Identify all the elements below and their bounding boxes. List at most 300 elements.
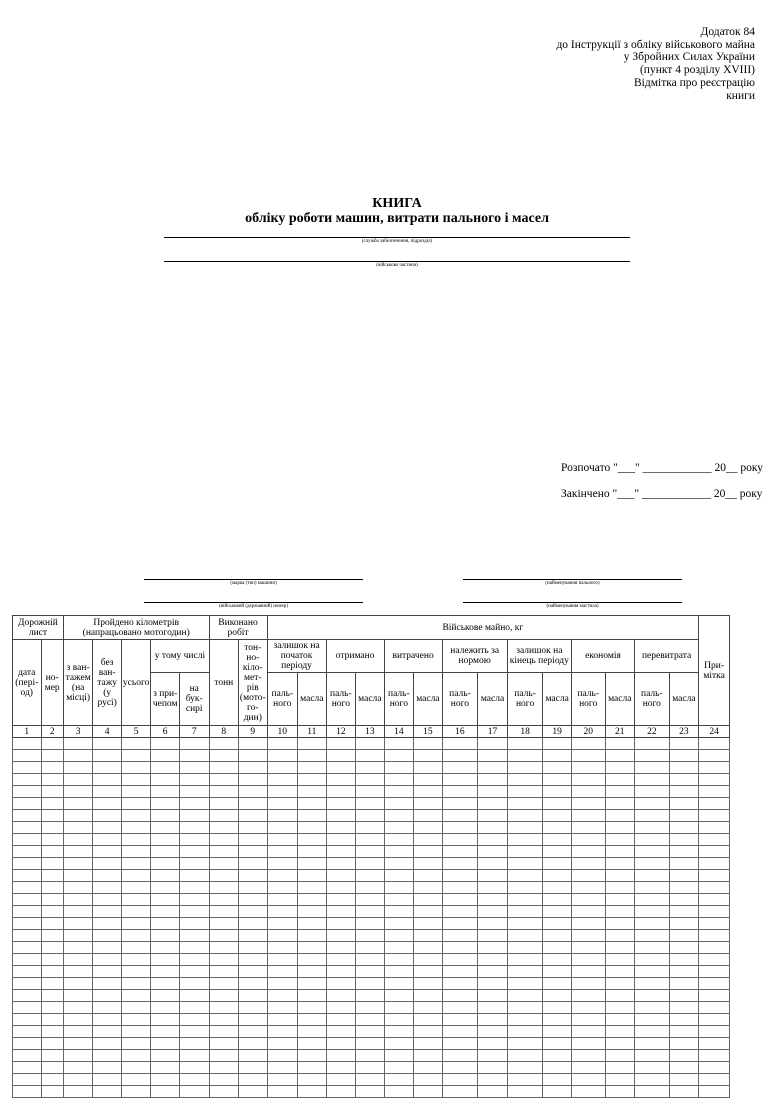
table-cell [63,1002,93,1014]
table-cell [179,738,209,750]
table-cell [478,1074,508,1086]
table-cell [121,906,151,918]
table-cell [356,822,385,834]
table-cell [414,990,443,1002]
table-cell [151,750,180,762]
table-cell [151,1038,180,1050]
oil-subheader: масла [356,673,385,726]
table-cell [326,834,356,846]
table-cell [93,1074,122,1086]
waybill-number-header: но-мер [41,640,63,726]
table-cell [13,1026,42,1038]
oil-caption: (найменування мастила) [546,604,599,609]
table-cell [605,930,635,942]
table-cell [384,774,414,786]
table-cell [151,882,180,894]
table-cell [699,798,730,810]
table-cell [13,870,42,882]
table-cell [121,846,151,858]
column-number-row [13,726,730,738]
table-cell [121,786,151,798]
table-cell [179,1086,209,1098]
table-cell [699,870,730,882]
table-cell [63,834,93,846]
unit-line [164,261,630,262]
tons-header: тонн [209,640,239,726]
table-cell [239,1086,268,1098]
table-cell [93,930,122,942]
table-cell [179,930,209,942]
table-cell [239,966,268,978]
table-cell [669,918,699,930]
table-cell [267,966,298,978]
fuel-subheader: паль-ного [267,673,298,726]
column-number: 19 [543,726,572,738]
table-cell [699,762,730,774]
table-cell [267,810,298,822]
table-cell [267,822,298,834]
table-cell [209,894,239,906]
table-cell [571,942,605,954]
table-cell [605,798,635,810]
on-tow-header: на бук-сирі [179,673,209,726]
table-cell [93,1038,122,1050]
table-cell [571,1002,605,1014]
table-cell [298,954,327,966]
table-cell [699,822,730,834]
table-cell [209,1074,239,1086]
table-cell [356,1074,385,1086]
table-cell [543,918,572,930]
table-cell [179,966,209,978]
table-cell [13,942,42,954]
table-cell [543,798,572,810]
table-cell [239,882,268,894]
table-cell [442,1062,478,1074]
table-cell [239,846,268,858]
table-cell [507,954,543,966]
table-cell [414,822,443,834]
table-cell [239,990,268,1002]
table-cell [442,762,478,774]
table-cell [442,966,478,978]
table-cell [267,858,298,870]
table-cell [93,882,122,894]
table-cell [442,1086,478,1098]
table-row [13,1062,730,1074]
table-cell [442,870,478,882]
table-cell [635,1002,670,1014]
table-cell [93,846,122,858]
table-cell [669,846,699,858]
table-cell [669,1086,699,1098]
title-main: КНИГА [372,196,422,211]
table-cell [635,1086,670,1098]
table-cell [543,990,572,1002]
table-cell [179,846,209,858]
balance-start-header: залишок на початок періоду [267,640,326,673]
table-cell [699,1038,730,1050]
table-cell [239,774,268,786]
table-cell [605,918,635,930]
table-cell [239,978,268,990]
table-cell [478,906,508,918]
table-cell [41,966,63,978]
table-cell [356,1086,385,1098]
table-cell [93,990,122,1002]
table-cell [414,1038,443,1050]
table-cell [356,1038,385,1050]
column-number: 2 [41,726,63,738]
table-cell [507,942,543,954]
table-cell [41,834,63,846]
table-cell [298,942,327,954]
table-cell [605,1038,635,1050]
waybill-date-header: дата (пері-од) [13,640,42,726]
table-cell [669,870,699,882]
table-cell [699,1086,730,1098]
table-cell [93,1002,122,1014]
table-cell [298,918,327,930]
table-cell [267,894,298,906]
fuel-caption: (найменування пального) [545,581,600,586]
table-cell [179,978,209,990]
table-cell [543,846,572,858]
table-cell [384,1074,414,1086]
column-number: 15 [414,726,443,738]
table-cell [13,894,42,906]
table-cell [356,942,385,954]
table-cell [669,894,699,906]
table-cell [93,1050,122,1062]
ton-km-header: тон-но-кіло-мет-рів (мото-го-дин) [239,640,268,726]
table-cell [326,822,356,834]
oil-subheader: масла [543,673,572,726]
table-cell [151,1074,180,1086]
table-cell [41,846,63,858]
table-cell [239,1050,268,1062]
table-cell [41,774,63,786]
table-cell [635,1062,670,1074]
oil-line [463,602,682,603]
column-number: 14 [384,726,414,738]
table-cell [384,906,414,918]
table-cell [442,822,478,834]
column-number: 24 [699,726,730,738]
table-cell [543,1026,572,1038]
table-cell [121,750,151,762]
note-header: При-мітка [699,616,730,726]
table-cell [239,798,268,810]
table-cell [121,882,151,894]
table-cell [571,762,605,774]
table-cell [326,1050,356,1062]
table-cell [699,930,730,942]
table-cell [209,1086,239,1098]
table-cell [478,930,508,942]
table-cell [414,1026,443,1038]
addendum-line: книги [726,89,755,102]
table-cell [179,774,209,786]
table-cell [507,966,543,978]
table-cell [13,1038,42,1050]
fuel-subheader: паль-ного [326,673,356,726]
table-cell [669,942,699,954]
table-cell [298,834,327,846]
table-cell [571,822,605,834]
column-number: 12 [326,726,356,738]
table-cell [571,786,605,798]
table-cell [151,870,180,882]
table-cell [442,906,478,918]
table-cell [93,918,122,930]
table-cell [478,882,508,894]
table-cell [209,966,239,978]
column-number: 13 [356,726,385,738]
table-cell [63,798,93,810]
table-cell [543,1050,572,1062]
table-cell [543,1086,572,1098]
table-cell [121,894,151,906]
table-cell [478,1050,508,1062]
table-cell [326,894,356,906]
table-cell [699,774,730,786]
table-cell [326,918,356,930]
table-cell [384,798,414,810]
column-number: 4 [93,726,122,738]
table-row [13,810,730,822]
table-cell [669,954,699,966]
table-cell [605,990,635,1002]
table-cell [384,954,414,966]
table-cell [414,1050,443,1062]
table-cell [179,810,209,822]
fuel-subheader: паль-ного [507,673,543,726]
table-cell [507,786,543,798]
table-cell [13,978,42,990]
service-line [164,237,630,238]
table-row [13,834,730,846]
table-cell [63,762,93,774]
table-cell [13,846,42,858]
with-trailer-header: з при-чепом [151,673,180,726]
brand-caption: (марка (тип) машини) [230,581,277,586]
table-cell [669,798,699,810]
table-cell [93,894,122,906]
table-cell [151,822,180,834]
table-row [13,906,730,918]
table-cell [326,1002,356,1014]
work-done-header: Виконано робіт [209,616,267,640]
ledger-header [13,616,730,738]
table-cell [209,810,239,822]
table-cell [209,930,239,942]
table-cell [179,1026,209,1038]
table-cell [121,942,151,954]
table-cell [239,894,268,906]
table-cell [669,978,699,990]
table-cell [635,798,670,810]
fuel-subheader: паль-ного [384,673,414,726]
table-cell [356,978,385,990]
table-cell [543,1074,572,1086]
table-cell [571,978,605,990]
table-cell [699,1002,730,1014]
table-cell [326,750,356,762]
table-cell [239,738,268,750]
table-cell [605,906,635,918]
table-row [13,930,730,942]
table-cell [13,810,42,822]
table-cell [151,966,180,978]
table-cell [605,1050,635,1062]
table-cell [239,762,268,774]
received-header: отримано [326,640,384,673]
table-cell [151,738,180,750]
table-cell [699,894,730,906]
table-cell [63,870,93,882]
table-cell [571,750,605,762]
table-cell [699,918,730,930]
table-row [13,894,730,906]
table-cell [151,798,180,810]
addendum-line: Додаток 84 [700,26,755,38]
table-cell [699,846,730,858]
table-cell [209,762,239,774]
table-cell [543,1002,572,1014]
table-cell [179,1038,209,1050]
table-cell [605,966,635,978]
table-cell [356,918,385,930]
table-cell [326,1086,356,1098]
table-cell [267,906,298,918]
table-cell [442,858,478,870]
table-cell [543,942,572,954]
table-cell [298,846,327,858]
table-cell [209,798,239,810]
table-cell [384,858,414,870]
table-cell [507,1050,543,1062]
table-cell [384,1062,414,1074]
with-cargo-header: з ван-тажем (на місці) [63,640,93,726]
table-cell [179,1002,209,1014]
table-cell [507,750,543,762]
table-cell [669,966,699,978]
table-cell [267,1074,298,1086]
table-cell [605,882,635,894]
table-cell [507,858,543,870]
table-cell [414,870,443,882]
table-cell [179,822,209,834]
table-cell [209,1062,239,1074]
table-cell [151,774,180,786]
table-cell [442,1074,478,1086]
table-cell [239,906,268,918]
table-cell [384,834,414,846]
table-cell [442,954,478,966]
oil-subheader: масла [414,673,443,726]
table-cell [571,894,605,906]
table-cell [41,942,63,954]
table-cell [209,918,239,930]
table-cell [605,942,635,954]
table-cell [179,1050,209,1062]
overspend-header: перевитрата [635,640,699,673]
table-cell [507,882,543,894]
table-cell [93,750,122,762]
table-cell [267,930,298,942]
table-cell [63,1026,93,1038]
table-cell [179,990,209,1002]
table-cell [151,858,180,870]
oil-subheader: масла [478,673,508,726]
table-cell [93,834,122,846]
table-cell [13,1050,42,1062]
table-cell [179,882,209,894]
table-cell [384,894,414,906]
property-header: Військове майно, кг [267,616,699,640]
table-cell [699,990,730,1002]
table-cell [93,954,122,966]
table-cell [63,738,93,750]
table-cell [478,966,508,978]
table-cell [267,978,298,990]
table-cell [478,1002,508,1014]
table-cell [605,1086,635,1098]
table-cell [13,954,42,966]
table-cell [209,978,239,990]
table-cell [384,1038,414,1050]
table-cell [669,1038,699,1050]
table-cell [151,846,180,858]
table-cell [384,846,414,858]
column-number: 6 [151,726,180,738]
table-cell [635,1050,670,1062]
table-cell [442,990,478,1002]
table-cell [571,906,605,918]
table-cell [326,810,356,822]
table-cell [507,798,543,810]
table-cell [478,978,508,990]
table-cell [63,1050,93,1062]
table-cell [571,1074,605,1086]
table-cell [635,978,670,990]
table-cell [507,1062,543,1074]
table-cell [13,882,42,894]
ledger-table [12,615,730,1098]
table-cell [571,1050,605,1062]
table-cell [41,1086,63,1098]
table-cell [543,906,572,918]
table-cell [239,1038,268,1050]
table-cell [63,918,93,930]
table-cell [121,966,151,978]
table-cell [384,990,414,1002]
table-cell [605,846,635,858]
table-cell [414,858,443,870]
table-cell [121,990,151,1002]
table-cell [179,942,209,954]
table-cell [571,954,605,966]
table-cell [507,834,543,846]
number-caption: (військовий (державний) номер) [219,604,288,609]
table-cell [699,942,730,954]
table-cell [93,810,122,822]
table-cell [239,750,268,762]
table-cell [356,1050,385,1062]
table-cell [669,858,699,870]
table-cell [414,894,443,906]
